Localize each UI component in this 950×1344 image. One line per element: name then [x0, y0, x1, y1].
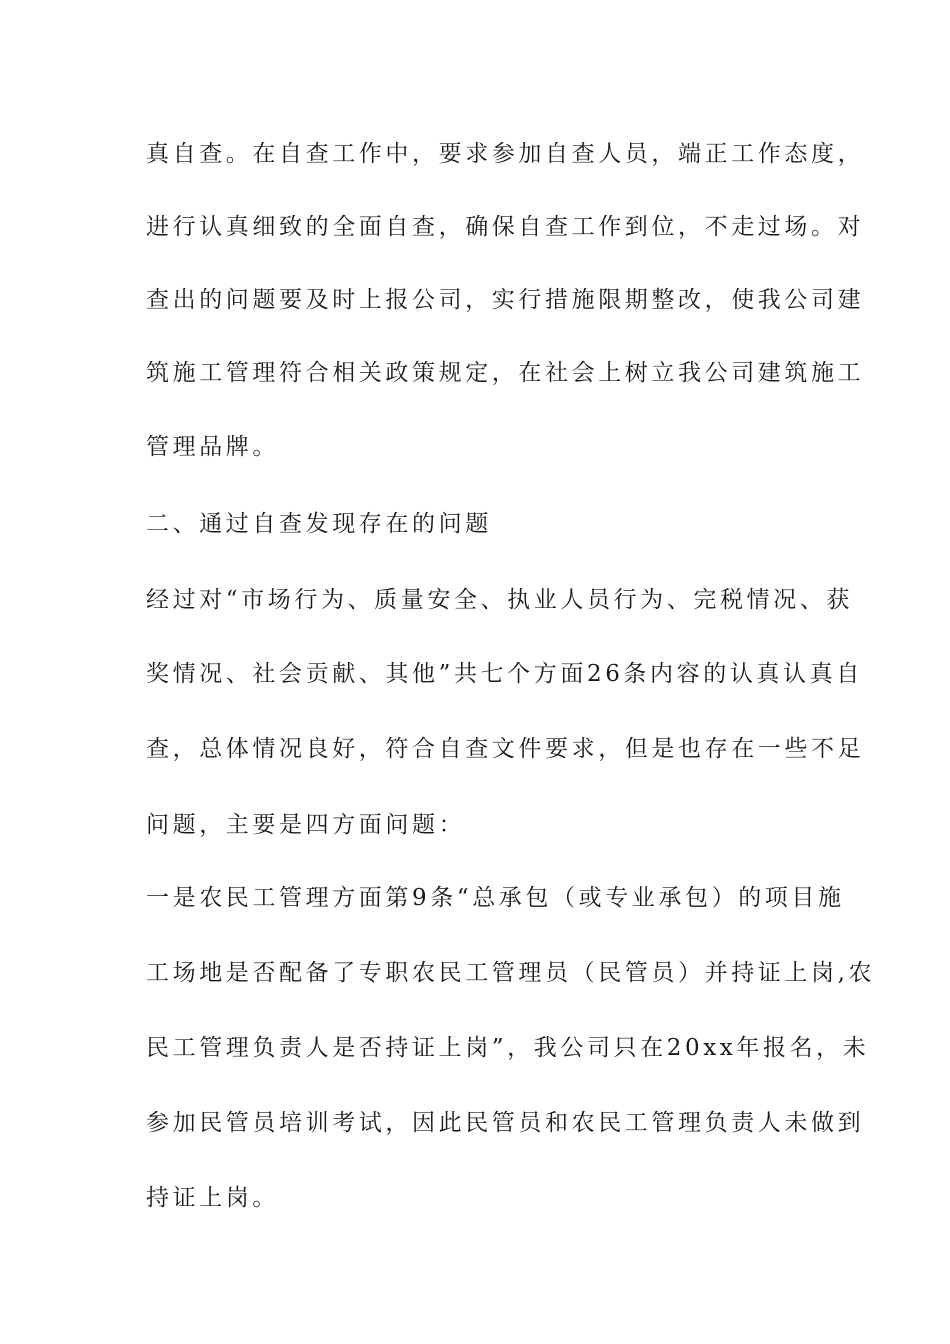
- text-line: 筑施工管理符合相关政策规定，在社会上树立我公司建筑施工: [146, 360, 865, 386]
- text-line: 查出的问题要及时上报公司，实行措施限期整改，使我公司建: [146, 287, 865, 313]
- text-line: 真自查。在自查工作中，要求参加自查人员，端正工作态度，: [146, 141, 865, 167]
- text-line: 一是农民工管理方面第9条“总承包（或专业承包）的项目施: [146, 885, 845, 911]
- text-line: 经过对“市场行为、质量安全、执业人员行为、完税情况、获: [146, 587, 853, 613]
- text-line: 奖情况、社会贡献、其他”共七个方面26条内容的认真认真自: [146, 661, 863, 687]
- text-line: 查，总体情况良好，符合自查文件要求，但是也存在一些不足: [146, 736, 865, 762]
- text-line: 持证上岗。: [146, 1185, 279, 1211]
- text-line: 参加民管员培训考试，因此民管员和农民工管理负责人未做到: [146, 1110, 865, 1136]
- text-line: 问题，主要是四方面问题：: [146, 812, 466, 838]
- section-heading: 二、通过自查发现存在的问题: [146, 511, 492, 537]
- text-line: 工场地是否配备了专职农民工管理员（民管员）并持证上岗,农: [146, 960, 876, 986]
- text-line: 管理品牌。: [146, 434, 279, 460]
- text-line: 民工管理负责人是否持证上岗”，我公司只在20xx年报名，未: [146, 1035, 870, 1061]
- text-line: 进行认真细致的全面自查，确保自查工作到位，不走过场。对: [146, 214, 865, 240]
